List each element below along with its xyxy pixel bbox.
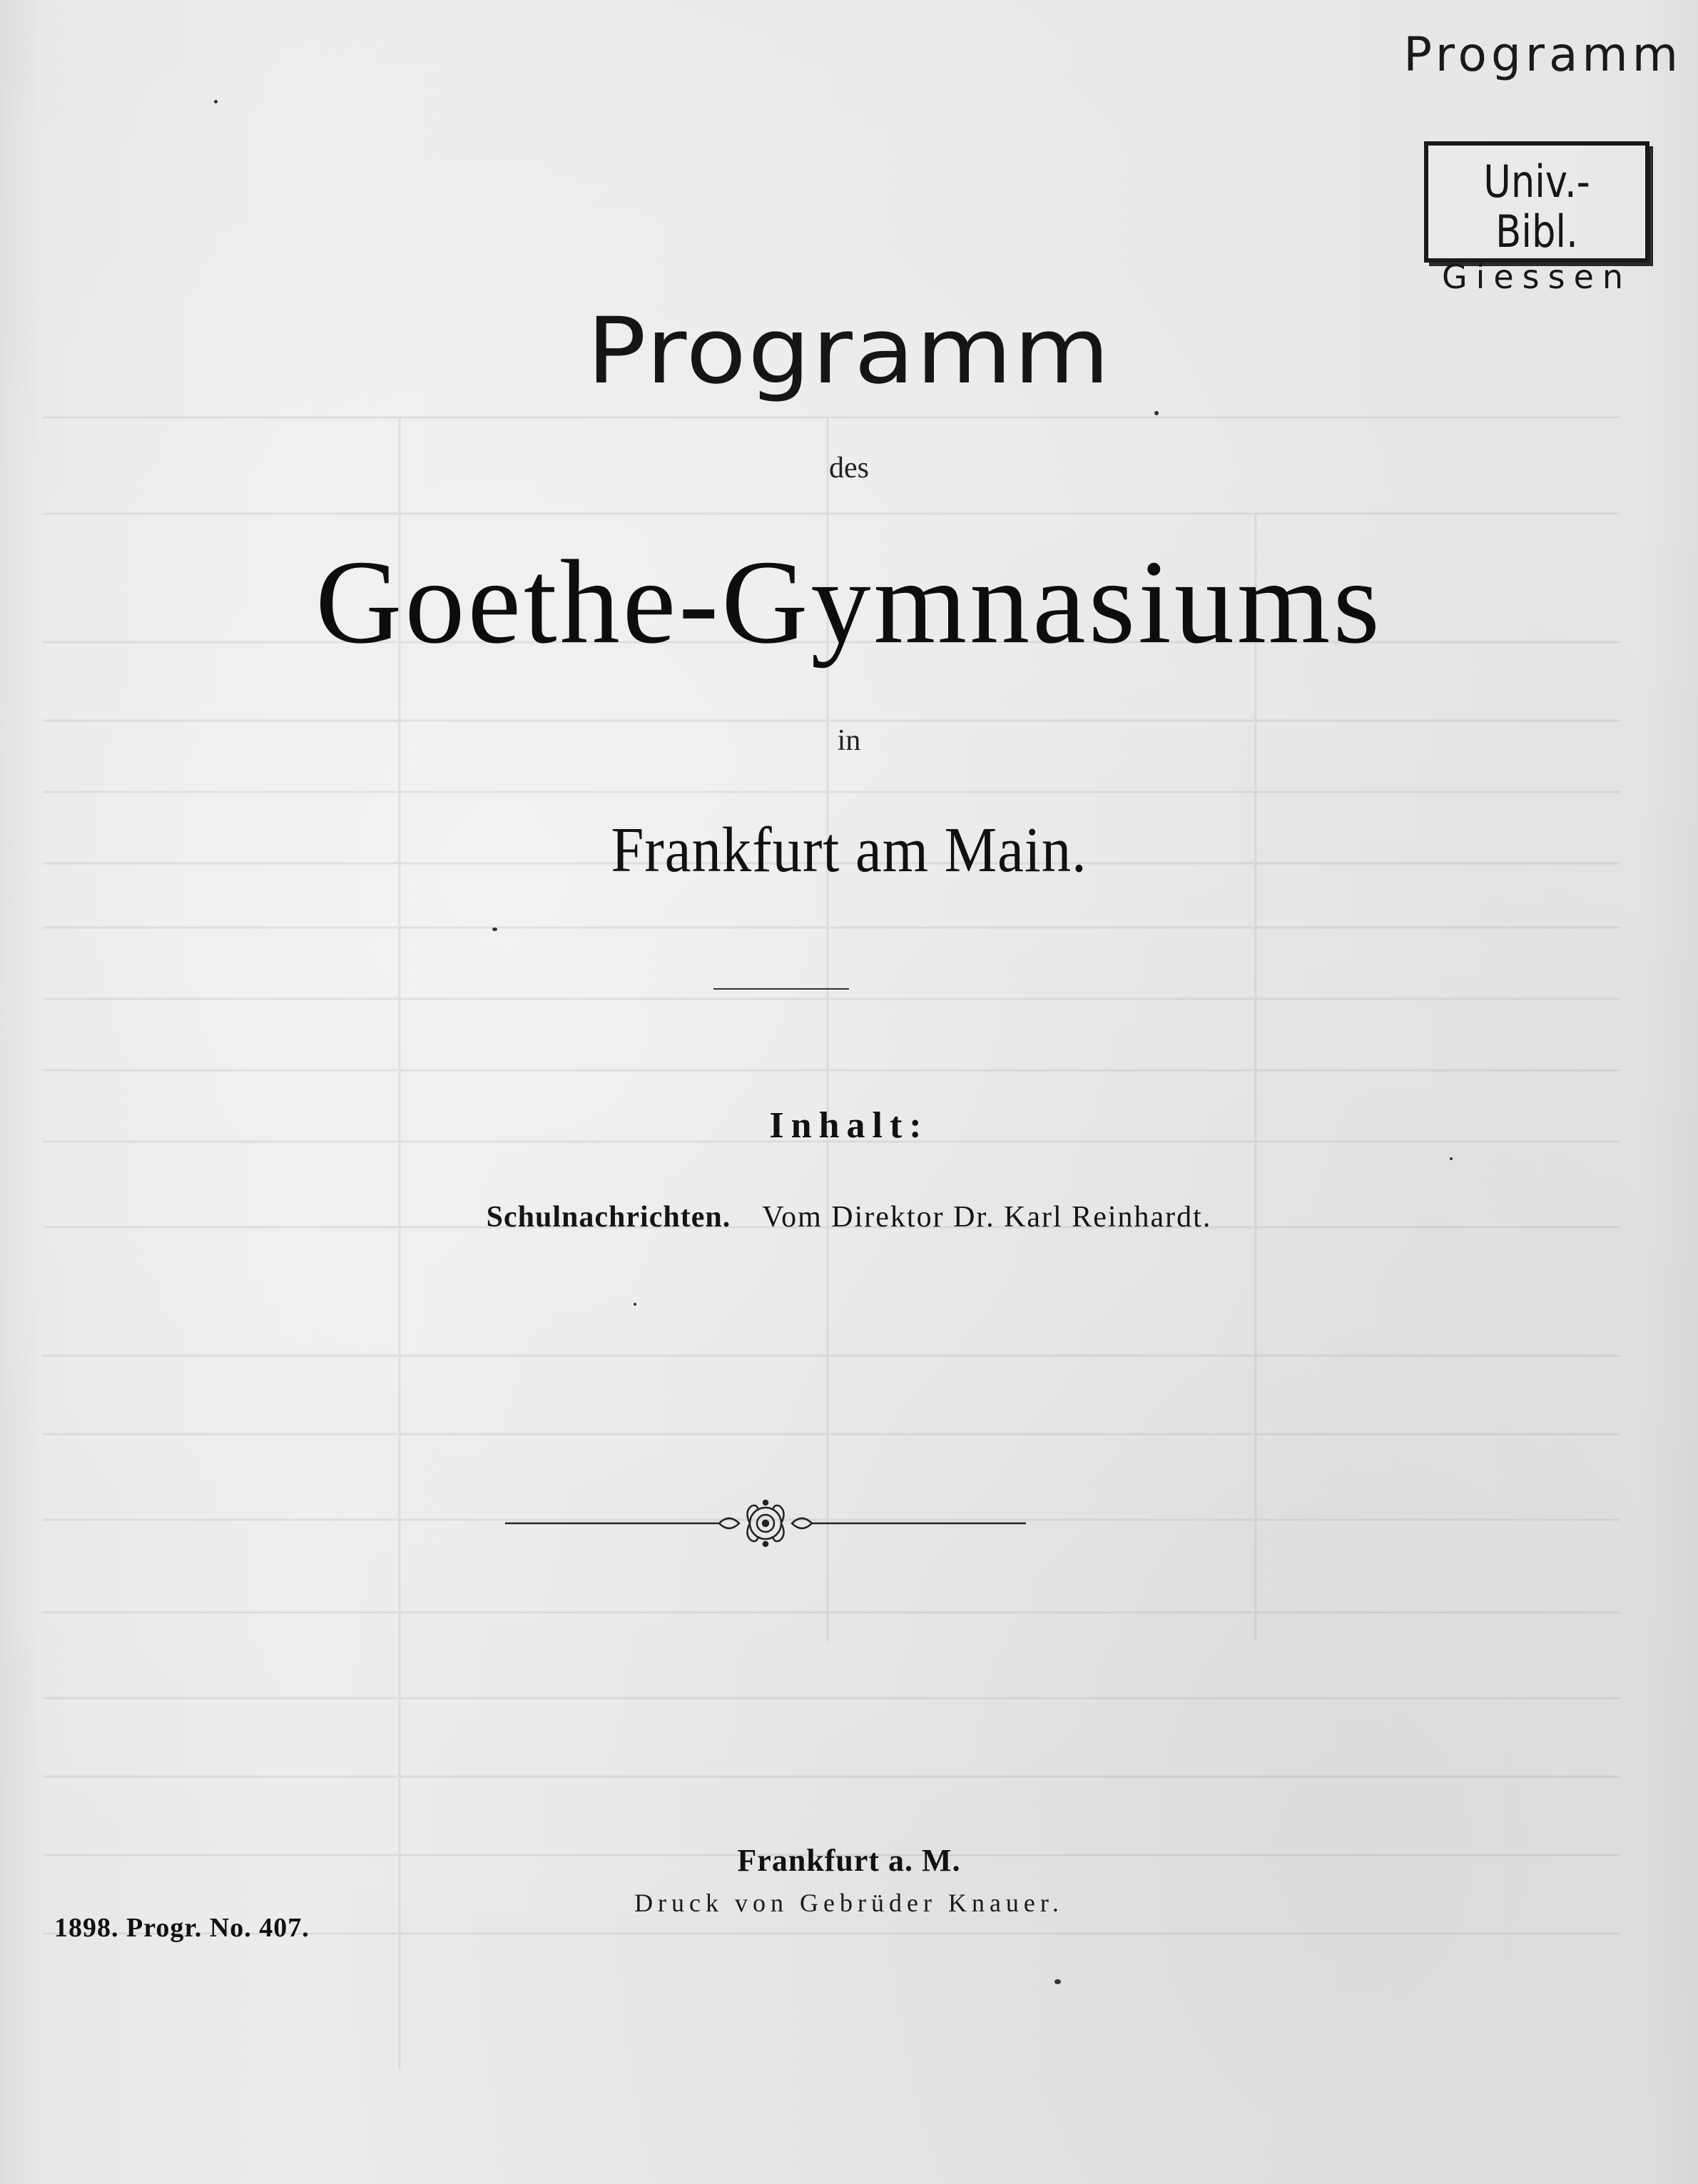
contents-item-text: Vom Direktor Dr. Karl Reinhardt. — [762, 1201, 1212, 1234]
school-name: Goethe-Gymnasiums — [315, 536, 1383, 669]
title-in: in — [837, 724, 861, 757]
stamp-line-1: Univ.-Bibl. — [1483, 156, 1590, 258]
speck — [1450, 1157, 1453, 1160]
corner-label: Programm — [1403, 27, 1682, 82]
contents-item — [0, 1200, 1698, 1234]
library-stamp — [1424, 141, 1649, 296]
imprint-place: Frankfurt a. M. — [737, 1843, 961, 1878]
stamp-line-2: Giessen — [1441, 258, 1632, 296]
speck — [1054, 1979, 1061, 1984]
title-des: des — [829, 452, 869, 484]
speck — [634, 1303, 636, 1306]
contents-item-label: Schulnachrichten. — [486, 1201, 731, 1234]
ornament-icon — [505, 1498, 1026, 1548]
speck — [492, 928, 497, 931]
speck — [1154, 411, 1159, 415]
contents-heading: Inhalt: — [769, 1105, 929, 1146]
speck — [214, 100, 218, 103]
divider-rule — [713, 988, 849, 990]
city-name: Frankfurt am Main. — [611, 815, 1087, 885]
title-programm: Programm — [586, 298, 1112, 405]
program-number: 1898. Progr. No. 407. — [54, 1913, 310, 1943]
imprint-printer: Druck von Gebrüder Knauer. — [634, 1889, 1064, 1917]
